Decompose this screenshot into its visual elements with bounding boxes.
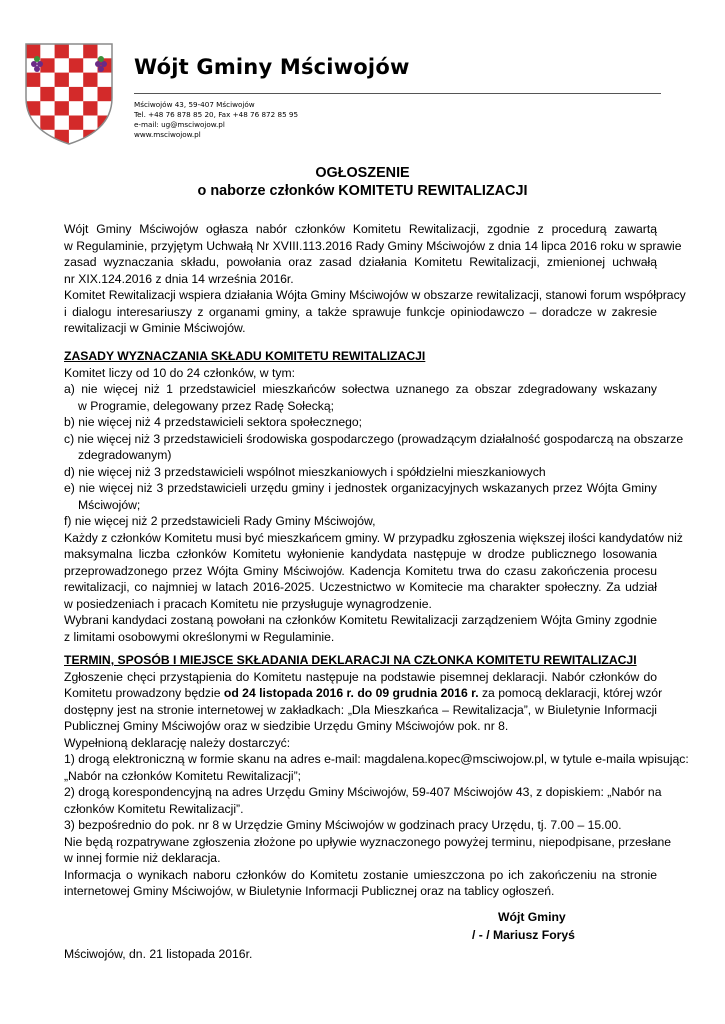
delivery-intro: Wypełnioną deklarację należy dostarczyć: bbox=[64, 735, 291, 750]
submission-line: dostępny jest na stronie internetowej w zakładkach: „Dla Mieszkańca – Rewitalizacja”, w Biuletynie Informacji bbox=[64, 702, 657, 717]
list-item-b: b) nie więcej niż 4 przedstawicieli sektora społecznego; bbox=[64, 415, 363, 429]
list-item-e: e) nie więcej niż 3 przedstawicieli urzędu gminy i jednostek organizacyjnych wskazanych przez Wójta Gminy bbox=[64, 481, 657, 495]
website-link[interactable]: www.msciwojow.pl bbox=[134, 130, 201, 139]
rejected-line: Nie będą rozpatrywane zgłoszenia złożone po upływie wyznaczonego powyżej terminu, niepodpisane, przesłane bbox=[64, 834, 672, 849]
list-item-e-cont: Mściwojów; bbox=[78, 497, 141, 512]
rejected-line: w innej formie niż deklaracja. bbox=[64, 851, 221, 865]
intro-line: zasad wyznaczania składu, powołania oraz zasad działania Komitetu Rewitalizacji, zmienionej uchwałą bbox=[64, 255, 657, 269]
list-item-f: f) nie więcej niż 2 przedstawicieli Rady Gminy Mściwojów, bbox=[64, 514, 376, 528]
method-mail: 2) drogą korespondencyjną na adres Urzędu Gminy Mściwojów, 59-407 Mściwojów 43, z dopiskiem: „Nabór na bbox=[64, 785, 662, 799]
member-line: w posiedzeniach i pracach Komitetu nie przysługuje wynagrodzenie. bbox=[64, 596, 432, 611]
intro-line: Komitet Rewitalizacji wspiera działania Wójta Gminy Mściwojów w obszarze rewitalizacji, stanowi forum współpracy bbox=[64, 288, 686, 302]
member-line: maksymalna liczba członków Komitetu wyłonienie kandydata następuje w drodze publicznego losowania bbox=[64, 547, 657, 561]
announcement-subtitle: o naborze członków KOMITETU REWITALIZACJI bbox=[197, 183, 528, 199]
chosen-line: Wybrani kandydaci zostaną powołani na członków Komitetu Rewitalizacji zarządzeniem Wójta Gminy zgodnie bbox=[64, 613, 657, 627]
submission-line: Zgłoszenie chęci przystąpienia do Komitetu następuje na podstawie pisemnej deklaracji. Nabór członków do bbox=[64, 669, 657, 684]
list-item-d: d) nie więcej niż 3 przedstawicieli wspólnot mieszkaniowych i spółdzielni mieszkaniowych bbox=[64, 464, 546, 479]
deadline-dates: od 24 listopada 2016 r. do 09 grudnia 2016 r. bbox=[223, 686, 479, 700]
composition-intro: Komitet liczy od 10 do 24 członków, w tym: bbox=[64, 365, 295, 380]
intro-section bbox=[64, 221, 686, 337]
member-line: przeprowadzonego przez Wójta Gminy Mściwojów. Kadencja Komitetu trwa do czasu zakończenia procesu bbox=[64, 563, 657, 578]
intro-line: rewitalizacji w Gminie Mściwojów. bbox=[64, 321, 246, 335]
intro-line: w Regulaminie, przyjętym Uchwałą Nr XVIII.113.2016 Rady Gminy Mściwojów z dnia 14 lipca 2016 roku w sprawie bbox=[64, 238, 682, 253]
announcement-title: OGŁOSZENIE bbox=[315, 165, 410, 181]
signature-name: / - / Mariusz Foryś bbox=[472, 928, 575, 942]
email[interactable]: e-mail: ug@msciwojow.pl bbox=[134, 120, 225, 129]
contact-block bbox=[134, 100, 298, 140]
address: Mściwojów 43, 59-407 Mściwojów bbox=[134, 100, 255, 109]
method-in-person: 3) bezpośrednio do pok. nr 8 w Urzędzie Gminy Mściwojów w godzinach pracy Urzędu, tj. 7.00 – 15.00. bbox=[64, 818, 622, 832]
method-email: 1) drogą elektroniczną w formie skanu na adres e-mail: magdalena.kopec@msciwojow.pl, w tytule e-maila wpisując: bbox=[64, 752, 689, 766]
method-mail-cont: członków Komitetu Rewitalizacji”. bbox=[64, 801, 244, 816]
list-item-a: a) nie więcej niż 1 przedstawiciel mieszkańców sołectwa uznanego za obszar zdegradowany wskazany bbox=[64, 382, 657, 396]
submission-line: Publicznej Gminy Mściwojów oraz w siedzibie Urzędu Gminy Mściwojów pok. nr 8. bbox=[64, 719, 509, 733]
section-heading-composition: ZASADY WYZNACZANIA SKŁADU KOMITETU REWITALIZACJI bbox=[64, 349, 426, 363]
info-line: Informacja o wynikach naboru członków do Komitetu zostanie umieszczona po ich zakończeniu na stronie bbox=[64, 867, 657, 882]
submission-section bbox=[64, 652, 689, 900]
signature-title: Wójt Gminy bbox=[498, 910, 566, 924]
intro-line: nr XIX.124.2016 z dnia 14 września 2016r. bbox=[64, 271, 294, 286]
header-divider bbox=[134, 93, 661, 94]
chosen-line: z limitami osobowymi określonymi w Regulaminie. bbox=[64, 629, 335, 644]
list-item-a-cont: w Programie, delegowany przez Radę Sołecką; bbox=[78, 398, 335, 413]
info-line: internetowej Gminy Mściwojów, w Biuletynie Informacji Publicznej oraz na tablicy ogłoszeń. bbox=[64, 884, 555, 898]
section-heading-submission: TERMIN, SPOSÓB I MIEJSCE SKŁADANIA DEKLARACJI NA CZŁONKA KOMITETU REWITALIZACJI bbox=[64, 653, 637, 667]
member-line: rewitalizacji, co najmniej w latach 2016-2025. Uczestnictwo w Komitecie ma charakter społeczny. Za udział bbox=[64, 580, 657, 594]
org-name: Wójt Gminy Mściwojów bbox=[134, 55, 410, 79]
member-line: Każdy z członków Komitetu musi być mieszkańcem gminy. W przypadku zgłoszenia większej ilości kandydatów niż bbox=[64, 530, 683, 545]
list-item-c: c) nie więcej niż 3 przedstawicieli środowiska gospodarczego (prowadzącym działalność gospodarczą na obszarze bbox=[64, 431, 684, 446]
method-email-cont: „Nabór na członków Komitetu Rewitalizacji”; bbox=[64, 768, 302, 783]
place-date: Mściwojów, dn. 21 listopada 2016r. bbox=[64, 947, 253, 961]
intro-line: Wójt Gminy Mściwojów ogłasza nabór członków Komitetu Rewitalizacji, zgodnie z procedurą zawartą bbox=[64, 222, 657, 236]
coat-of-arms-icon bbox=[22, 40, 116, 146]
intro-line: i dialogu interesariuszy z organami gminy, a także sprawuje funkcje opiniodawczo – doradcze w zakresie bbox=[64, 304, 657, 319]
phone-fax: Tel. +48 76 878 85 20, Fax +48 76 872 85 95 bbox=[134, 110, 299, 119]
composition-section bbox=[64, 348, 684, 645]
list-item-c-cont: zdegradowanym) bbox=[78, 448, 172, 462]
submission-line-dates: Komitetu prowadzony będzie od 24 listopada 2016 r. do 09 grudnia 2016 r. za pomocą deklaracji, której wzór bbox=[64, 686, 663, 700]
